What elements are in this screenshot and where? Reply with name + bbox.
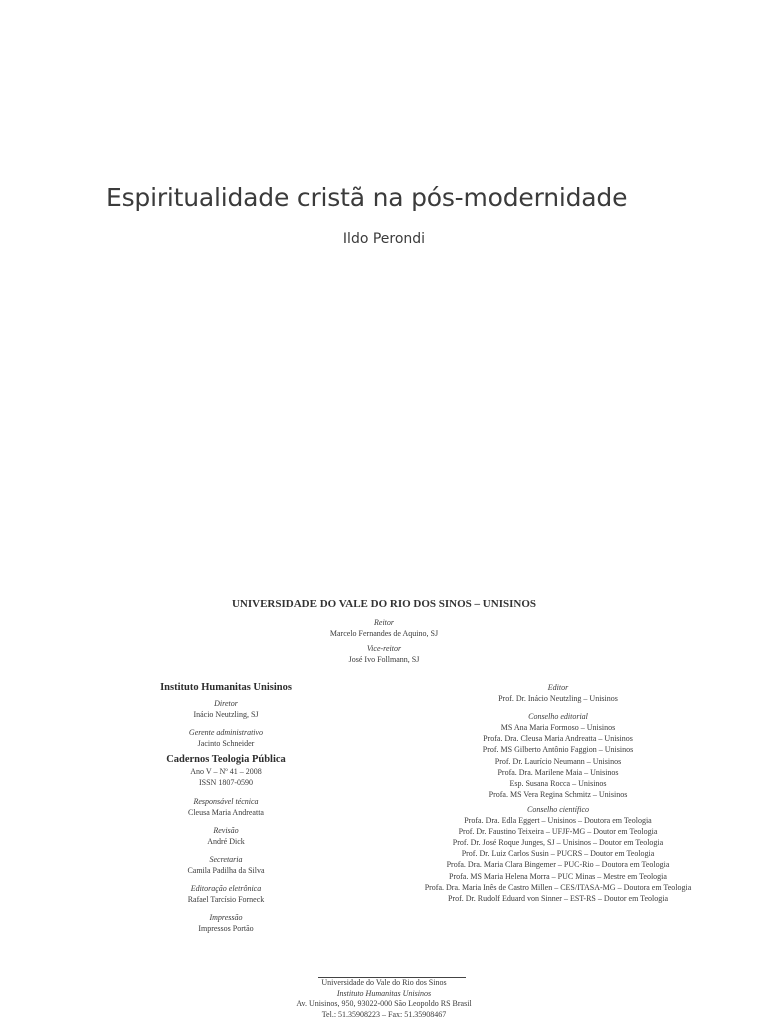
footer-line: Tel.: 51.35908223 – Fax: 51.35908467: [321, 1009, 447, 1019]
institute-column: [100, 681, 352, 935]
staff-name: Camila Padilha da Silva: [187, 866, 265, 876]
staff-name: Cleusa Maria Andreatta: [188, 807, 264, 817]
editor-label: Editor: [547, 683, 569, 692]
list-item: Prof. Dr. Luiz Carlos Susin – PUCRS – Doutor em Teologia: [461, 849, 655, 859]
list-item: Profa. Dra. Edla Eggert – Unisinos – Doutora em Teologia: [464, 816, 652, 826]
reitor-label: Reitor: [374, 618, 394, 627]
gerente-label: Gerente administrativo: [188, 728, 264, 738]
cadernos-issn: ISSN 1807-0590: [198, 778, 253, 788]
conselho-editorial-label: Conselho editorial: [528, 712, 588, 722]
author-name: Ildo Perondi: [342, 231, 426, 247]
cadernos-issue: Ano V – Nº 41 – 2008: [190, 767, 262, 777]
list-item: Profa. MS Maria Helena Morra – PUC Minas – Mestre em Teologia: [449, 871, 667, 881]
staff-name: Impressos Portão: [198, 924, 254, 934]
staff-name: Rafael Tarcísio Forneck: [187, 895, 265, 905]
list-item: Profa. Dra. Marilene Maia – Unisinos: [497, 767, 619, 777]
staff-label: Impressão: [209, 913, 243, 923]
reitor-name: Marcelo Fernandes de Aquino, SJ: [329, 629, 439, 639]
list-item: Prof. MS Gilberto Antônio Faggion – Unisinos: [482, 745, 634, 755]
list-item: Profa. Dra. Cleusa Maria Andreatta – Unisinos: [483, 734, 633, 744]
staff-label: Revisão: [213, 825, 239, 835]
list-item: Prof. Dr. José Roque Junges, SJ – Unisinos – Doutor em Teologia: [452, 838, 664, 848]
diretor-label: Diretor: [214, 699, 238, 708]
list-item: Profa. Dra. Maria Inês de Castro Millen – CES/ITASA-MG – Doutora em Teologia: [424, 882, 692, 892]
staff-label: Editoração eletrônica: [190, 884, 262, 894]
list-item: Prof. Dr. Laurício Neumann – Unisinos: [494, 756, 622, 766]
councils-column: [387, 682, 729, 904]
staff-label: Secretaria: [209, 854, 243, 864]
university-heading: UNIVERSIDADE DO VALE DO RIO DOS SINOS – UNISINOS: [231, 598, 536, 610]
cadernos-name: Cadernos Teologia Pública: [166, 754, 286, 766]
rectorate-block: [0, 617, 768, 665]
list-item: Profa. Dra. Maria Clara Bingemer – PUC-Rio – Doutora em Teologia: [446, 860, 670, 870]
list-item: Prof. Dr. Faustino Teixeira – UFJF-MG – Doutor em Teologia: [458, 827, 658, 837]
staff-label: Responsável técnica: [193, 796, 259, 806]
page-title: Espiritualidade cristã na pós-modernidade: [106, 183, 628, 212]
footer-address: [0, 978, 768, 1020]
list-item: Prof. Dr. Rudolf Eduard von Sinner – EST-RS – Doutor em Teologia: [447, 893, 669, 903]
vice-reitor-label: Vice-reitor: [366, 644, 402, 654]
list-item: Esp. Susana Rocca – Unisinos: [509, 778, 607, 788]
gerente-name: Jacinto Schneider: [197, 739, 255, 749]
list-item: Profa. MS Vera Regina Schmitz – Unisinos: [488, 789, 628, 799]
diretor-name: Inácio Neutzling, SJ: [193, 710, 259, 720]
footer-line: Universidade do Vale do Rio dos Sinos: [321, 978, 447, 987]
footer-line: Instituto Humanitas Unisinos: [336, 988, 432, 998]
footer-line: Av. Unisinos, 950, 93022-000 São Leopoldo RS Brasil: [296, 999, 472, 1008]
staff-name: André Dick: [207, 836, 245, 846]
vice-reitor-name: José Ivo Follmann, SJ: [348, 655, 420, 665]
list-item: MS Ana Maria Formoso – Unisinos: [500, 723, 616, 733]
conselho-cientifico-label: Conselho científico: [527, 804, 589, 814]
institute-name: Instituto Humanitas Unisinos: [160, 682, 292, 693]
editor-name: Prof. Dr. Inácio Neutzling – Unisinos: [498, 694, 618, 704]
